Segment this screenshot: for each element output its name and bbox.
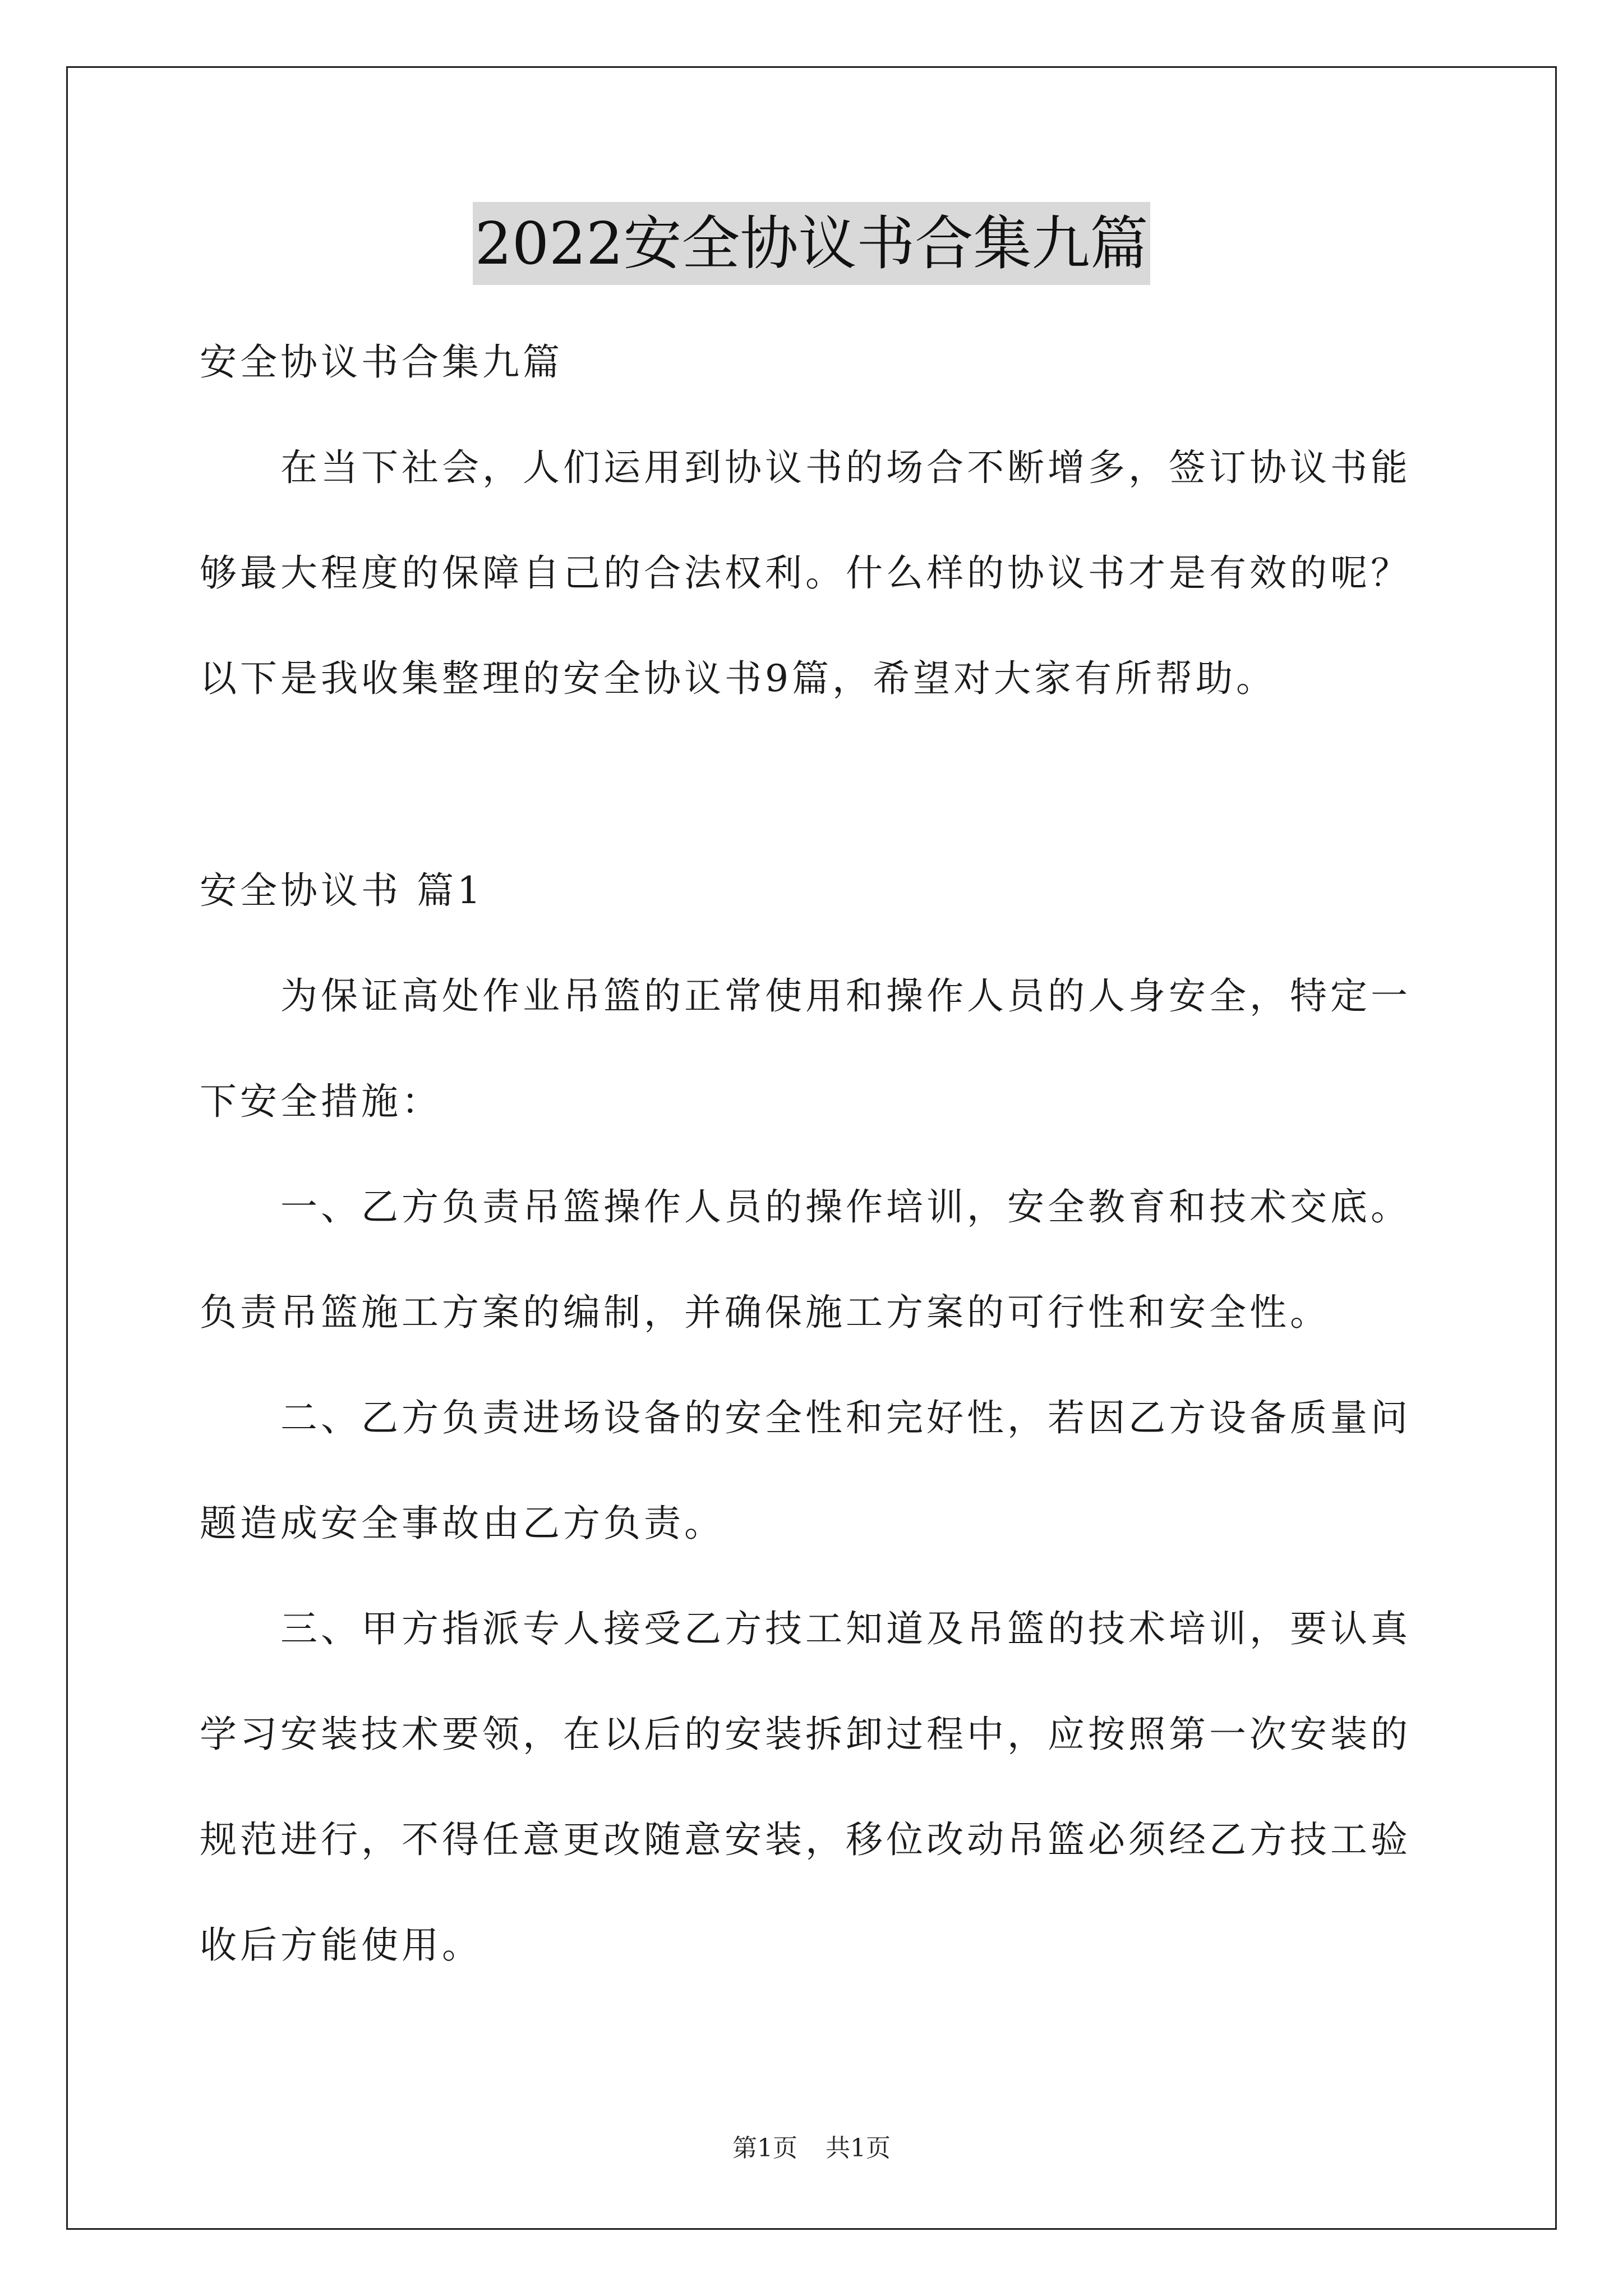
body-line: 下安全措施： <box>200 1080 442 1123</box>
section-spacer <box>200 731 1433 838</box>
body-line: 为保证高处作业吊篮的正常使用和操作人员的人身安全，特定一 <box>200 974 1411 1018</box>
document-body <box>200 310 1433 1998</box>
title-wrap <box>0 202 1623 285</box>
body-line: 一、乙方负责吊篮操作人员的操作培训，安全教育和技术交底。 <box>200 1185 1411 1228</box>
body-line: 学习安装技术要领，在以后的安装拆卸过程中，应按照第一次安装的 <box>200 1713 1411 1756</box>
page-number-current: 第1页 <box>732 2134 797 2162</box>
body-line: 规范进行，不得任意更改随意安装，移位改动吊篮必须经乙方技工验 <box>200 1818 1411 1861</box>
body-line: 三、甲方指派专人接受乙方技工知道及吊篮的技术培训，要认真 <box>200 1607 1411 1650</box>
body-line: 二、乙方负责进场设备的安全性和完好性，若因乙方设备质量问 <box>200 1396 1411 1439</box>
page-footer <box>0 2132 1623 2165</box>
body-line: 在当下社会，人们运用到协议书的场合不断增多，签订协议书能 <box>200 446 1411 489</box>
body-line: 题造成安全事故由乙方负责。 <box>200 1502 725 1545</box>
body-line: 以下是我收集整理的安全协议书9篇，希望对大家有所帮助。 <box>200 657 1276 700</box>
section-title: 安全协议书 篇1 <box>200 869 484 912</box>
body-line: 够最大程度的保障自己的合法权利。什么样的协议书才是有效的呢？ <box>200 551 1411 595</box>
page-number-total: 共1页 <box>826 2134 891 2162</box>
body-line: 收后方能使用。 <box>200 1924 482 1967</box>
body-line: 负责吊篮施工方案的编制，并确保施工方案的可行性和安全性。 <box>200 1291 1330 1334</box>
document-title: 2022安全协议书合集九篇 <box>473 202 1151 285</box>
subtitle-line: 安全协议书合集九篇 <box>200 341 563 384</box>
